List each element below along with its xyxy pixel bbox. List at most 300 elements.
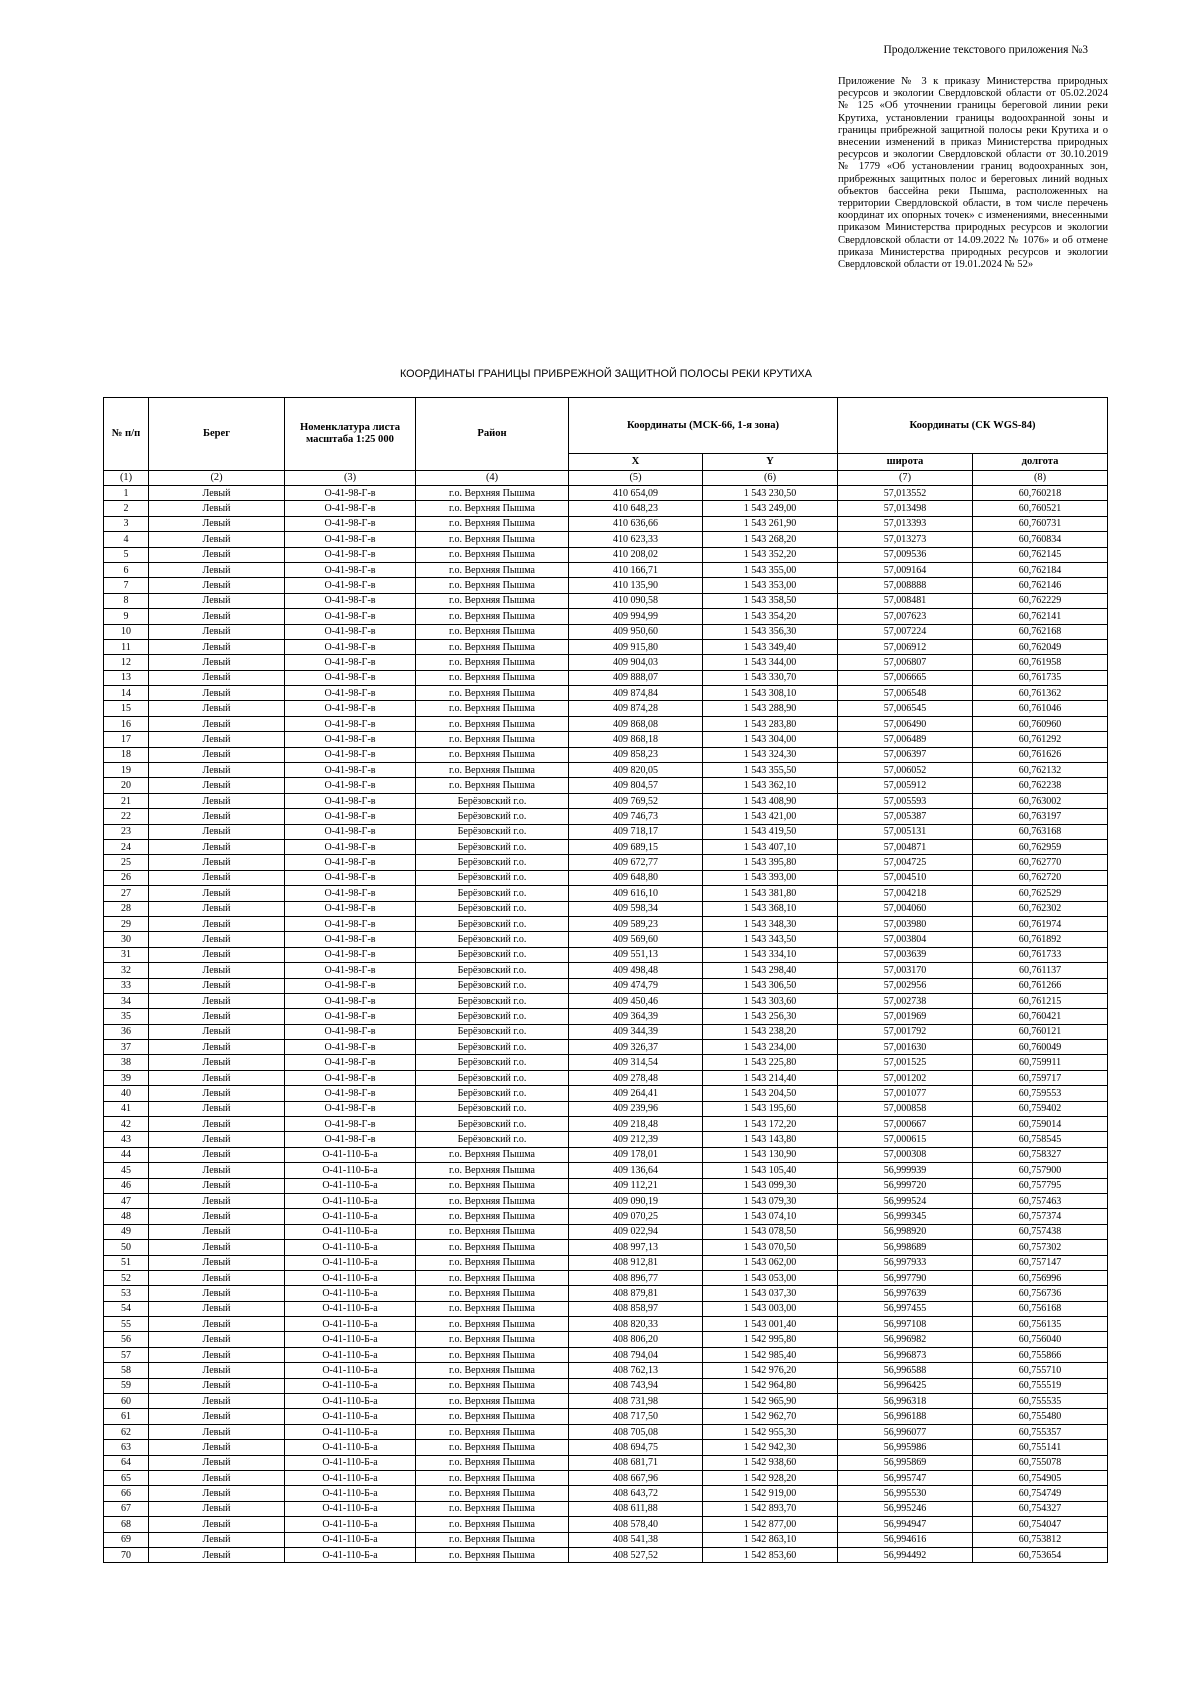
district-cell: г.о. Верхняя Пышма	[416, 1240, 569, 1255]
latitude-cell: 57,005387	[838, 809, 973, 824]
table-row	[104, 1455, 1108, 1470]
x-cell: 409 648,80	[569, 870, 703, 885]
y-cell: 1 542 965,90	[703, 1394, 838, 1409]
district-cell: г.о. Верхняя Пышма	[416, 778, 569, 793]
sheet-cell: О-41-110-Б-а	[285, 1394, 416, 1409]
longitude-cell: 60,759014	[973, 1117, 1108, 1132]
sheet-cell: О-41-110-Б-а	[285, 1471, 416, 1486]
longitude-cell: 60,761892	[973, 932, 1108, 947]
y-cell: 1 543 330,70	[703, 670, 838, 685]
sheet-cell: О-41-98-Г-в	[285, 1009, 416, 1024]
district-cell: Берёзовский г.о.	[416, 1009, 569, 1024]
y-cell: 1 543 062,00	[703, 1255, 838, 1270]
latitude-cell: 56,994947	[838, 1517, 973, 1532]
y-cell: 1 543 288,90	[703, 701, 838, 716]
table-row	[104, 609, 1108, 624]
row-number: 10	[104, 624, 149, 639]
sheet-cell: О-41-98-Г-в	[285, 947, 416, 962]
row-number: 5	[104, 547, 149, 562]
latitude-cell: 57,006912	[838, 639, 973, 654]
y-cell: 1 543 172,20	[703, 1117, 838, 1132]
sheet-cell: О-41-110-Б-а	[285, 1193, 416, 1208]
x-cell: 409 450,46	[569, 993, 703, 1008]
longitude-cell: 60,758545	[973, 1132, 1108, 1147]
latitude-cell: 57,013552	[838, 486, 973, 501]
sheet-cell: О-41-110-Б-а	[285, 1332, 416, 1347]
latitude-cell: 56,996077	[838, 1424, 973, 1439]
bank-cell: Левый	[149, 824, 285, 839]
bank-cell: Левый	[149, 1209, 285, 1224]
longitude-cell: 60,756168	[973, 1301, 1108, 1316]
header-sheet: Номенклатура листа масштаба 1:25 000	[285, 398, 416, 471]
district-cell: г.о. Верхняя Пышма	[416, 1378, 569, 1393]
bank-cell: Левый	[149, 793, 285, 808]
x-cell: 409 598,34	[569, 901, 703, 916]
latitude-cell: 56,995530	[838, 1486, 973, 1501]
sheet-cell: О-41-110-Б-а	[285, 1424, 416, 1439]
y-cell: 1 543 234,00	[703, 1040, 838, 1055]
row-number: 2	[104, 501, 149, 516]
latitude-cell: 57,003170	[838, 963, 973, 978]
latitude-cell: 57,006397	[838, 747, 973, 762]
column-number: (8)	[973, 471, 1108, 486]
bank-cell: Левый	[149, 1255, 285, 1270]
y-cell: 1 543 348,30	[703, 916, 838, 931]
y-cell: 1 542 964,80	[703, 1378, 838, 1393]
latitude-cell: 56,999939	[838, 1163, 973, 1178]
longitude-cell: 60,761735	[973, 670, 1108, 685]
table-row	[104, 670, 1108, 685]
header-coords-msk: Координаты (МСК-66, 1-я зона)	[569, 398, 838, 454]
row-number: 42	[104, 1117, 149, 1132]
y-cell: 1 542 893,70	[703, 1501, 838, 1516]
x-cell: 408 578,40	[569, 1517, 703, 1532]
y-cell: 1 543 334,10	[703, 947, 838, 962]
row-number: 61	[104, 1409, 149, 1424]
latitude-cell: 56,998689	[838, 1240, 973, 1255]
district-cell: Берёзовский г.о.	[416, 978, 569, 993]
bank-cell: Левый	[149, 516, 285, 531]
longitude-cell: 60,761292	[973, 732, 1108, 747]
district-cell: г.о. Верхняя Пышма	[416, 1255, 569, 1270]
bank-cell: Левый	[149, 716, 285, 731]
header-district: Район	[416, 398, 569, 471]
row-number: 38	[104, 1055, 149, 1070]
x-cell: 409 589,23	[569, 916, 703, 931]
sheet-cell: О-41-110-Б-а	[285, 1270, 416, 1285]
x-cell: 409 112,21	[569, 1178, 703, 1193]
row-number: 17	[104, 732, 149, 747]
x-cell: 409 136,64	[569, 1163, 703, 1178]
table-row	[104, 1040, 1108, 1055]
y-cell: 1 542 919,00	[703, 1486, 838, 1501]
longitude-cell: 60,761362	[973, 686, 1108, 701]
sheet-cell: О-41-98-Г-в	[285, 639, 416, 654]
row-number: 23	[104, 824, 149, 839]
x-cell: 409 090,19	[569, 1193, 703, 1208]
latitude-cell: 57,004725	[838, 855, 973, 870]
longitude-cell: 60,763197	[973, 809, 1108, 824]
x-cell: 410 623,33	[569, 532, 703, 547]
district-cell: г.о. Верхняя Пышма	[416, 516, 569, 531]
district-cell: г.о. Верхняя Пышма	[416, 1501, 569, 1516]
row-number: 54	[104, 1301, 149, 1316]
longitude-cell: 60,761266	[973, 978, 1108, 993]
sheet-cell: О-41-98-Г-в	[285, 578, 416, 593]
bank-cell: Левый	[149, 809, 285, 824]
longitude-cell: 60,760834	[973, 532, 1108, 547]
sheet-cell: О-41-98-Г-в	[285, 609, 416, 624]
latitude-cell: 57,004510	[838, 870, 973, 885]
sheet-cell: О-41-98-Г-в	[285, 1086, 416, 1101]
x-cell: 410 654,09	[569, 486, 703, 501]
row-number: 30	[104, 932, 149, 947]
longitude-cell: 60,760421	[973, 1009, 1108, 1024]
row-number: 43	[104, 1132, 149, 1147]
bank-cell: Левый	[149, 1332, 285, 1347]
x-cell: 410 166,71	[569, 562, 703, 577]
longitude-cell: 60,760960	[973, 716, 1108, 731]
latitude-cell: 57,013393	[838, 516, 973, 531]
column-number: (5)	[569, 471, 703, 486]
header-num: № п/п	[104, 398, 149, 471]
bank-cell: Левый	[149, 1009, 285, 1024]
bank-cell: Левый	[149, 532, 285, 547]
bank-cell: Левый	[149, 1240, 285, 1255]
table-row	[104, 824, 1108, 839]
district-cell: г.о. Верхняя Пышма	[416, 1394, 569, 1409]
x-cell: 409 212,39	[569, 1132, 703, 1147]
bank-cell: Левый	[149, 1163, 285, 1178]
table-body	[104, 486, 1108, 1563]
row-number: 25	[104, 855, 149, 870]
y-cell: 1 543 355,50	[703, 763, 838, 778]
sheet-cell: О-41-110-Б-а	[285, 1532, 416, 1547]
x-cell: 409 314,54	[569, 1055, 703, 1070]
table-row	[104, 686, 1108, 701]
district-cell: г.о. Верхняя Пышма	[416, 1363, 569, 1378]
row-number: 1	[104, 486, 149, 501]
district-cell: г.о. Верхняя Пышма	[416, 716, 569, 731]
table-row	[104, 1132, 1108, 1147]
x-cell: 408 858,97	[569, 1301, 703, 1316]
longitude-cell: 60,762049	[973, 639, 1108, 654]
bank-cell: Левый	[149, 1517, 285, 1532]
sheet-cell: О-41-98-Г-в	[285, 486, 416, 501]
sheet-cell: О-41-110-Б-а	[285, 1347, 416, 1362]
longitude-cell: 60,757900	[973, 1163, 1108, 1178]
district-cell: г.о. Верхняя Пышма	[416, 1347, 569, 1362]
district-cell: Берёзовский г.о.	[416, 1132, 569, 1147]
bank-cell: Левый	[149, 701, 285, 716]
district-cell: Берёзовский г.о.	[416, 932, 569, 947]
district-cell: Берёзовский г.о.	[416, 793, 569, 808]
table-row	[104, 1009, 1108, 1024]
row-number: 34	[104, 993, 149, 1008]
sheet-cell: О-41-98-Г-в	[285, 670, 416, 685]
bank-cell: Левый	[149, 624, 285, 639]
district-cell: г.о. Верхняя Пышма	[416, 747, 569, 762]
longitude-cell: 60,761137	[973, 963, 1108, 978]
x-cell: 409 498,48	[569, 963, 703, 978]
x-cell: 408 541,38	[569, 1532, 703, 1547]
table-row	[104, 1317, 1108, 1332]
district-cell: г.о. Верхняя Пышма	[416, 624, 569, 639]
table-row	[104, 978, 1108, 993]
table-row	[104, 839, 1108, 854]
x-cell: 410 090,58	[569, 593, 703, 608]
latitude-cell: 57,003804	[838, 932, 973, 947]
district-cell: г.о. Верхняя Пышма	[416, 732, 569, 747]
sheet-cell: О-41-98-Г-в	[285, 1024, 416, 1039]
longitude-cell: 60,759553	[973, 1086, 1108, 1101]
bank-cell: Левый	[149, 609, 285, 624]
sheet-cell: О-41-98-Г-в	[285, 1117, 416, 1132]
sheet-cell: О-41-98-Г-в	[285, 747, 416, 762]
latitude-cell: 57,006548	[838, 686, 973, 701]
bank-cell: Левый	[149, 562, 285, 577]
sheet-cell: О-41-98-Г-в	[285, 978, 416, 993]
row-number: 67	[104, 1501, 149, 1516]
x-cell: 408 762,13	[569, 1363, 703, 1378]
bank-cell: Левый	[149, 1317, 285, 1332]
y-cell: 1 543 343,50	[703, 932, 838, 947]
bank-cell: Левый	[149, 1086, 285, 1101]
bank-cell: Левый	[149, 901, 285, 916]
x-cell: 409 950,60	[569, 624, 703, 639]
table-row	[104, 747, 1108, 762]
y-cell: 1 542 863,10	[703, 1532, 838, 1547]
table-row	[104, 1286, 1108, 1301]
column-number: (2)	[149, 471, 285, 486]
y-cell: 1 543 355,00	[703, 562, 838, 577]
sheet-cell: О-41-98-Г-в	[285, 624, 416, 639]
y-cell: 1 543 352,20	[703, 547, 838, 562]
y-cell: 1 543 358,50	[703, 593, 838, 608]
row-number: 3	[104, 516, 149, 531]
longitude-cell: 60,762184	[973, 562, 1108, 577]
bank-cell: Левый	[149, 870, 285, 885]
table-row	[104, 624, 1108, 639]
bank-cell: Левый	[149, 670, 285, 685]
y-cell: 1 543 070,50	[703, 1240, 838, 1255]
bank-cell: Левый	[149, 578, 285, 593]
x-cell: 409 364,39	[569, 1009, 703, 1024]
longitude-cell: 60,759911	[973, 1055, 1108, 1070]
longitude-cell: 60,762302	[973, 901, 1108, 916]
table-row	[104, 1547, 1108, 1562]
sheet-cell: О-41-110-Б-а	[285, 1409, 416, 1424]
bank-cell: Левый	[149, 1286, 285, 1301]
latitude-cell: 57,001630	[838, 1040, 973, 1055]
row-number: 60	[104, 1394, 149, 1409]
latitude-cell: 57,003980	[838, 916, 973, 931]
x-cell: 409 326,37	[569, 1040, 703, 1055]
bank-cell: Левый	[149, 1440, 285, 1455]
latitude-cell: 56,998920	[838, 1224, 973, 1239]
latitude-cell: 57,005912	[838, 778, 973, 793]
latitude-cell: 57,000858	[838, 1101, 973, 1116]
latitude-cell: 57,005593	[838, 793, 973, 808]
longitude-cell: 60,757438	[973, 1224, 1108, 1239]
sheet-cell: О-41-98-Г-в	[285, 809, 416, 824]
latitude-cell: 56,999524	[838, 1193, 973, 1208]
longitude-cell: 60,755866	[973, 1347, 1108, 1362]
longitude-cell: 60,761626	[973, 747, 1108, 762]
row-number: 70	[104, 1547, 149, 1562]
continuation-note: Продолжение текстового приложения №3	[883, 44, 1088, 56]
district-cell: г.о. Верхняя Пышма	[416, 1547, 569, 1562]
y-cell: 1 543 001,40	[703, 1317, 838, 1332]
y-cell: 1 543 053,00	[703, 1270, 838, 1285]
sheet-cell: О-41-98-Г-в	[285, 901, 416, 916]
latitude-cell: 56,996188	[838, 1409, 973, 1424]
district-cell: Берёзовский г.о.	[416, 993, 569, 1008]
longitude-cell: 60,754047	[973, 1517, 1108, 1532]
y-cell: 1 543 256,30	[703, 1009, 838, 1024]
sheet-cell: О-41-110-Б-а	[285, 1163, 416, 1178]
district-cell: г.о. Верхняя Пышма	[416, 593, 569, 608]
row-number: 68	[104, 1517, 149, 1532]
latitude-cell: 56,996982	[838, 1332, 973, 1347]
table-row	[104, 1440, 1108, 1455]
row-number: 62	[104, 1424, 149, 1439]
y-cell: 1 543 238,20	[703, 1024, 838, 1039]
sheet-cell: О-41-110-Б-а	[285, 1147, 416, 1162]
row-number: 28	[104, 901, 149, 916]
latitude-cell: 56,995869	[838, 1455, 973, 1470]
table-row	[104, 1255, 1108, 1270]
longitude-cell: 60,758327	[973, 1147, 1108, 1162]
longitude-cell: 60,757463	[973, 1193, 1108, 1208]
y-cell: 1 543 344,00	[703, 655, 838, 670]
row-number: 29	[104, 916, 149, 931]
sheet-cell: О-41-98-Г-в	[285, 963, 416, 978]
y-cell: 1 543 268,20	[703, 532, 838, 547]
latitude-cell: 56,995986	[838, 1440, 973, 1455]
latitude-cell: 57,008888	[838, 578, 973, 593]
latitude-cell: 57,008481	[838, 593, 973, 608]
y-cell: 1 543 261,90	[703, 516, 838, 531]
sheet-cell: О-41-98-Г-в	[285, 562, 416, 577]
longitude-cell: 60,757147	[973, 1255, 1108, 1270]
row-number: 31	[104, 947, 149, 962]
row-number: 49	[104, 1224, 149, 1239]
district-cell: г.о. Верхняя Пышма	[416, 501, 569, 516]
table-row	[104, 947, 1108, 962]
table-row	[104, 1332, 1108, 1347]
longitude-cell: 60,762229	[973, 593, 1108, 608]
y-cell: 1 543 195,60	[703, 1101, 838, 1116]
latitude-cell: 56,996318	[838, 1394, 973, 1409]
sheet-cell: О-41-110-Б-а	[285, 1501, 416, 1516]
x-cell: 409 820,05	[569, 763, 703, 778]
x-cell: 409 569,60	[569, 932, 703, 947]
y-cell: 1 543 249,00	[703, 501, 838, 516]
row-number: 57	[104, 1347, 149, 1362]
sheet-cell: О-41-98-Г-в	[285, 763, 416, 778]
bank-cell: Левый	[149, 1409, 285, 1424]
longitude-cell: 60,760731	[973, 516, 1108, 531]
table-row	[104, 1517, 1108, 1532]
y-cell: 1 542 942,30	[703, 1440, 838, 1455]
latitude-cell: 56,999345	[838, 1209, 973, 1224]
district-cell: г.о. Верхняя Пышма	[416, 532, 569, 547]
row-number: 50	[104, 1240, 149, 1255]
row-number: 15	[104, 701, 149, 716]
row-number: 19	[104, 763, 149, 778]
district-cell: Берёзовский г.о.	[416, 1055, 569, 1070]
y-cell: 1 543 298,40	[703, 963, 838, 978]
y-cell: 1 543 078,50	[703, 1224, 838, 1239]
district-cell: г.о. Верхняя Пышма	[416, 1270, 569, 1285]
table-row	[104, 901, 1108, 916]
latitude-cell: 56,997933	[838, 1255, 973, 1270]
latitude-cell: 56,999720	[838, 1178, 973, 1193]
y-cell: 1 543 037,30	[703, 1286, 838, 1301]
bank-cell: Левый	[149, 1055, 285, 1070]
column-number: (3)	[285, 471, 416, 486]
district-cell: Берёзовский г.о.	[416, 886, 569, 901]
x-cell: 408 527,52	[569, 1547, 703, 1562]
longitude-cell: 60,762168	[973, 624, 1108, 639]
district-cell: г.о. Верхняя Пышма	[416, 1317, 569, 1332]
bank-cell: Левый	[149, 1147, 285, 1162]
table-row	[104, 1147, 1108, 1162]
district-cell: г.о. Верхняя Пышма	[416, 1486, 569, 1501]
district-cell: Берёзовский г.о.	[416, 916, 569, 931]
latitude-cell: 57,000615	[838, 1132, 973, 1147]
district-cell: г.о. Верхняя Пышма	[416, 609, 569, 624]
y-cell: 1 543 407,10	[703, 839, 838, 854]
longitude-cell: 60,761046	[973, 701, 1108, 716]
sheet-cell: О-41-98-Г-в	[285, 655, 416, 670]
x-cell: 409 278,48	[569, 1070, 703, 1085]
header-x: X	[569, 454, 703, 471]
latitude-cell: 57,006545	[838, 701, 973, 716]
bank-cell: Левый	[149, 501, 285, 516]
longitude-cell: 60,763168	[973, 824, 1108, 839]
x-cell: 408 694,75	[569, 1440, 703, 1455]
x-cell: 409 239,96	[569, 1101, 703, 1116]
longitude-cell: 60,755141	[973, 1440, 1108, 1455]
district-cell: Берёзовский г.о.	[416, 963, 569, 978]
row-number: 8	[104, 593, 149, 608]
row-number: 16	[104, 716, 149, 731]
district-cell: Берёзовский г.о.	[416, 1117, 569, 1132]
sheet-cell: О-41-98-Г-в	[285, 1040, 416, 1055]
table-row	[104, 1363, 1108, 1378]
district-cell: г.о. Верхняя Пышма	[416, 1286, 569, 1301]
bank-cell: Левый	[149, 1547, 285, 1562]
row-number: 11	[104, 639, 149, 654]
longitude-cell: 60,755519	[973, 1378, 1108, 1393]
sheet-cell: О-41-98-Г-в	[285, 547, 416, 562]
y-cell: 1 543 303,60	[703, 993, 838, 1008]
latitude-cell: 57,003639	[838, 947, 973, 962]
table-row	[104, 1270, 1108, 1285]
latitude-cell: 57,013498	[838, 501, 973, 516]
latitude-cell: 56,997790	[838, 1270, 973, 1285]
longitude-cell: 60,757302	[973, 1240, 1108, 1255]
longitude-cell: 60,763002	[973, 793, 1108, 808]
bank-cell: Левый	[149, 1301, 285, 1316]
x-cell: 409 672,77	[569, 855, 703, 870]
y-cell: 1 543 306,50	[703, 978, 838, 993]
y-cell: 1 543 304,00	[703, 732, 838, 747]
longitude-cell: 60,761958	[973, 655, 1108, 670]
table-row	[104, 1193, 1108, 1208]
